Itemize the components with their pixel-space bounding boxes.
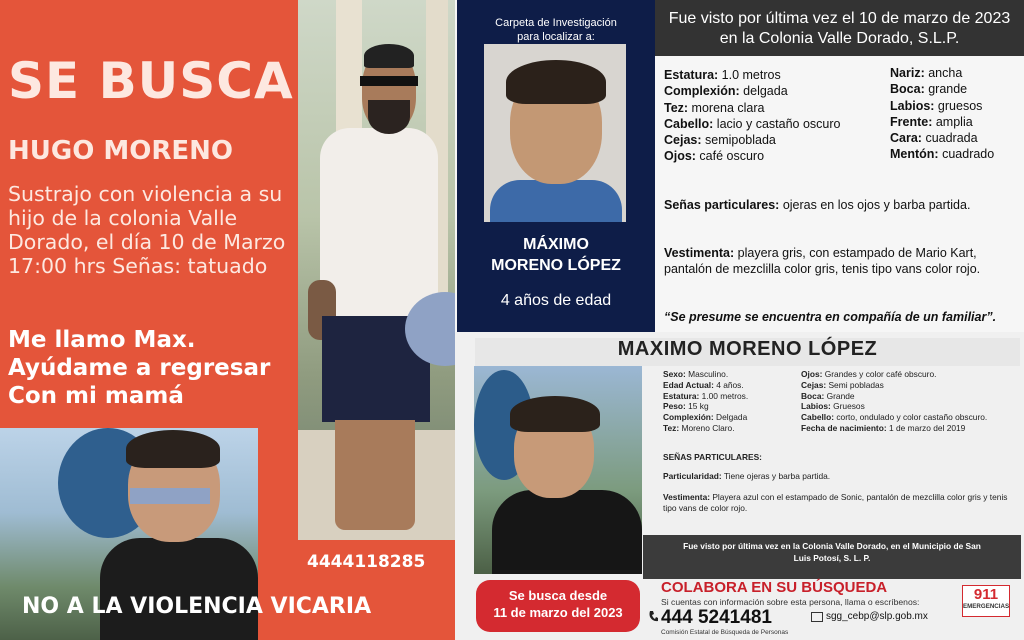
- contact-email: sgg_cebp@slp.gob.mx: [826, 611, 928, 622]
- vestimenta: Vestimenta: playera gris, con estampado de Mario Kart, pantalón de mezclilla color gris, tenis tipo vans color rojo.: [664, 246, 981, 276]
- mail-icon: [811, 612, 823, 622]
- poster-heading: SE BUSCA: [8, 52, 294, 110]
- censor-bar-blue: [130, 488, 210, 504]
- particularidad: Particularidad: Tiene ojeras y barba partida.: [663, 471, 831, 481]
- left-poster: [0, 0, 455, 640]
- child-age: 4 años de edad: [500, 292, 612, 309]
- comision-name: Comisión Estatal de Búsqueda de Personas: [661, 629, 789, 636]
- man-shirt: [320, 128, 438, 328]
- feature-row: Complexión: Delgada: [663, 412, 748, 423]
- feature-row: Cejas: semipoblada: [664, 133, 776, 148]
- feature-row: Cabello: lacio y castaño oscuro: [664, 116, 841, 131]
- contact-phone: 444 5241481: [661, 607, 772, 628]
- presume-note: “Se presume se encuentra en compañía de un familiar”.: [664, 310, 997, 324]
- search-since-text: Se busca desde 11 de marzo del 2023: [493, 588, 623, 620]
- feature-row: Edad Actual: 4 años.: [663, 379, 744, 390]
- features-left: [664, 67, 840, 165]
- censor-bar: [360, 76, 418, 86]
- feature-row: Ojos: café oscuro: [664, 149, 765, 164]
- feature-row: Labios: Gruesos: [801, 401, 865, 412]
- feature-row: Estatura: 1.0 metros: [664, 68, 781, 82]
- feature-row: Ojos: Grandes y color café obscuro.: [801, 369, 937, 379]
- feature-row: Cejas: Semi pobladas: [801, 379, 884, 390]
- suspect-name: HUGO MORENO: [8, 136, 233, 166]
- footer-slogan: NO A LA VIOLENCIA VICARIA: [22, 594, 372, 619]
- feature-row: Sexo: Masculino.: [663, 369, 729, 379]
- last-seen-text: Fue visto por última vez el 10 de marzo de 2023 en la Colonia Valle Dorado, S.L.P.: [668, 10, 1011, 47]
- feature-row: Tez: morena clara: [664, 100, 765, 115]
- phone-icon: [648, 610, 659, 624]
- feature-row: Labios: gruesos: [890, 98, 983, 113]
- feature-row: Mentón: cuadrado: [890, 147, 995, 162]
- feature-row: Cara: cuadrada: [890, 131, 978, 146]
- contact-phone: 4444118285: [307, 552, 426, 572]
- poster-title: MAXIMO MORENO LÓPEZ: [617, 338, 878, 360]
- features-left: [663, 369, 748, 434]
- feature-row: Cabello: corto, ondulado y color castaño obscuro.: [801, 412, 988, 423]
- senas-heading: SEÑAS PARTICULARES:: [663, 452, 762, 462]
- features-right: [890, 65, 994, 163]
- feature-row: Boca: Grande: [801, 390, 855, 401]
- features-right: [801, 369, 1011, 434]
- feature-row: Complexión: delgada: [664, 84, 788, 99]
- last-seen-text: Fue visto por última vez en la Colonia Valle Dorado, en el Municipio de San Luis Potosí, S. L. P.: [683, 541, 981, 563]
- colabora-heading: COLABORA EN SU BÚSQUEDA: [661, 579, 888, 596]
- vestimenta: Vestimenta: Playera azul con el estampado de Sonic, pantalón de mezclilla color gris y tenis tipo vans de color rojo.: [663, 492, 1008, 513]
- feature-row: Frente: amplia: [890, 114, 973, 129]
- emergency-logo: 911 EMERGENCIAS: [962, 585, 1010, 617]
- plea-text: Me llamo Max. Ayúdame a regresar Con mi mamá: [8, 327, 271, 409]
- child-photo: [474, 366, 642, 574]
- feature-row: Peso: 15 kg: [663, 401, 709, 412]
- feature-row: Tez: Moreno Claro.: [663, 422, 735, 433]
- feature-row: Fecha de nacimiento: 1 de marzo del 2019: [801, 422, 966, 433]
- child-name: MÁXIMO MORENO LÓPEZ: [491, 236, 621, 274]
- info-text: Si cuentas con información sobre esta persona, llama o escríbenos:: [661, 597, 920, 607]
- feature-row: Estatura: 1.00 metros.: [663, 390, 749, 401]
- senas-particulares: Señas particulares: ojeras en los ojos y barba partida.: [664, 198, 971, 212]
- description: Sustrajo con violencia a su hijo de la colonia Valle Dorado, el día 10 de Marzo 17:00 hrs Señas: tatuado: [8, 182, 286, 278]
- carpeta-text: Carpeta de Investigación para localizar a:: [495, 17, 617, 43]
- child-portrait: [484, 44, 626, 222]
- feature-row: Nariz: ancha: [890, 66, 963, 80]
- feature-row: Boca: grande: [890, 82, 968, 97]
